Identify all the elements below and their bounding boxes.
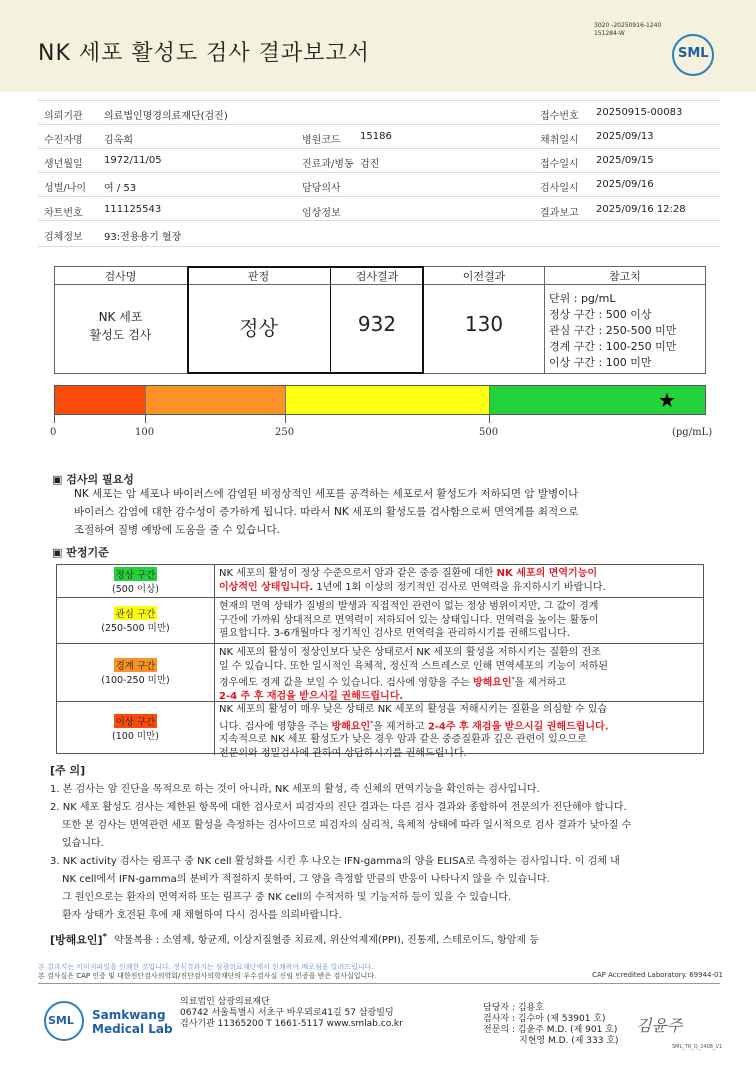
lab-info: 의료법인 삼광의료재단 06742 서울특별시 서초구 바우뫼로41길 57 삼광빌딩 검사기관 11365200 T 1661-5117 www.smlab.co.kr xyxy=(180,997,403,1029)
interference-factors: [방해요인]* 약물복용 : 소염제, 항균제, 이상지질혈증 치료제, 위산억제제(PPI), 진통제, 스테로이드, 항암제 등 xyxy=(50,931,539,947)
square-bullet-icon: ▣ xyxy=(52,546,63,559)
criteria-badge: 관심 구간 xyxy=(114,606,158,620)
test-name: NK 세포 활성도 검사 xyxy=(89,310,152,342)
criteria-badge: 이상 구간 xyxy=(114,714,158,728)
specimen: 93:전용용기 혈장 xyxy=(104,232,182,243)
criteria-row-abnormal: 이상 구간 (100 미만) NK 세포의 활성이 매우 낮은 상태로 NK 세포의 활성을 저해시키는 질환을 의심할 수 있습 니다. 검사에 영향을 주는 방해요인*을 제거하고 2-4주 후 재검을 받으시길 권해드립니다. 지속적으로 NK 세포 활성도가 낮은 경우 암과 같은 중증질환과 깊은 관련이 있으므로 전문의와 정밀검사에 관하여 상담하시기를 권해드립니다. xyxy=(57,701,703,755)
unit-label: (pg/mL) xyxy=(672,427,713,438)
cap-note: 본 검사실은 CAP 인증 및 대한진단검사의학회/진단검사의학재단의 우수검사실 신임 인증을 받은 검사실입니다. xyxy=(38,972,377,980)
report-date: 2025/09/16 12:28 xyxy=(596,204,686,215)
test-date: 2025/09/16 xyxy=(596,179,654,190)
receipt-date: 2025/09/15 xyxy=(596,155,654,166)
department: 검진 xyxy=(360,159,380,170)
signature: 김윤주 xyxy=(636,1016,683,1035)
scale-segment-attention-b xyxy=(405,386,489,414)
header-result: 검사결과 xyxy=(355,270,399,283)
criteria-range: (500 이상) xyxy=(112,584,159,595)
header-judgement: 판정 xyxy=(247,270,270,283)
section-title: 검사의 필요성 xyxy=(66,473,134,486)
judgement-value: 정상 xyxy=(239,316,278,340)
criteria-row-normal: 정상 구간 (500 이상) NK 세포의 활성이 정상 수준으로서 암과 같은 중증 질환에 대한 NK 세포의 면역기능이 이상적인 상태입니다. 1년에 1회 이상의 정기적인 검사로 면역력을 유지하시기 바랍니다. xyxy=(57,565,703,597)
criteria-range: (100 미만) xyxy=(112,731,159,742)
patient-name: 김옥희 xyxy=(104,135,133,146)
hospital-code: 15186 xyxy=(360,131,392,142)
criteria-range: (100-250 미만) xyxy=(101,675,170,686)
tick-label: 500 xyxy=(479,427,499,438)
sex-age: 여 / 53 xyxy=(104,183,137,194)
sml-logo-text: SML xyxy=(678,46,709,61)
tick-label: 100 xyxy=(135,427,155,438)
previous-value: 130 xyxy=(464,312,504,336)
birth-date: 1972/11/05 xyxy=(104,155,162,166)
scale-segment-critical xyxy=(55,386,145,414)
criteria-table xyxy=(56,564,704,759)
doc-code: 3020 -20250916-1240 151284-W xyxy=(594,22,662,37)
criteria-range: (250-500 미만) xyxy=(101,623,170,634)
header-reference: 참고치 xyxy=(609,270,641,283)
watermark-note: 본 결과지는 이미지파일을 인쇄한 것입니다. 정식결과지는 삼광의료재단에서 인쇄하여 배포됨을 알려드립니다. xyxy=(38,963,374,971)
criteria-row-attention: 관심 구간 (250-500 미만) 현재의 면역 상태가 질병의 발생과 직접적인 관련이 없는 정상 범위이지만, 그 값이 경계 구간에 가까워 상대적으로 면역력이 저하되어 있는 상태입니다. 면역력을 높이는 활동이 필요합니다. 3-6개월마다 정기적인 검사로 면역력을 관리하시기를 권해드립니다. xyxy=(57,597,703,643)
collect-date: 2025/09/13 xyxy=(596,131,654,142)
scale-segment-borderline xyxy=(145,386,285,414)
samkwang-logo-text: Samkwang Medical Lab xyxy=(92,1008,173,1036)
section-title: 판정기준 xyxy=(66,546,109,559)
staff-list: 담당자 : 김용호 검사자 : 김수아 (제 53901 호) 전문의 : 김윤주 M.D. (제 901 호) 지현영 M.D. (제 333 호) xyxy=(483,1003,619,1046)
criteria-row-borderline: 경계 구간 (100-250 미만) NK 세포의 활성이 정상인보다 낮은 상태로서 NK 세포의 활성을 저하시키는 질환의 전조 일 수 있습니다. 또한 일시적인 육체적, 정신적 스트레스로 인해 면역세포의 기능이 저하된 경우에도 경계 값을 보일 수 있습니다. 검사에 영향을 주는 방해요인*을 제거하고 2-4 주 후 재검을 받으시길 권해드립니다. xyxy=(57,643,703,701)
institution: 의료법인명경의료재단(검진) xyxy=(104,111,228,122)
square-bullet-icon: ▣ xyxy=(52,473,63,486)
reference-values: 단위 : pg/mL 정상 구간 : 500 이상 관심 구간 : 250-500 미만 경계 구간 : 100-250 미만 이상 구간 : 100 미만 xyxy=(549,292,677,369)
tick-label: 250 xyxy=(275,427,295,438)
report-header xyxy=(0,0,756,92)
notes-title: [주 의] xyxy=(50,764,86,777)
header-previous: 이전결과 xyxy=(462,270,506,283)
notes-list: 1. 본 검사는 암 진단을 목적으로 하는 것이 아니라, NK 세포의 활성, 즉 신체의 면역기능을 확인하는 검사입니다. 2. NK 세포 활성도 검사는 제한된 항목에 대한 검사로서 피검자의 진단 결과는 다른 검사 결과와 종합하여 전문의가 진단해야 합니다. 또한 본 검사는 면역관련 세포 활성을 측정하는 검사이므로 피검자의 심리적, 육체적 상태에 따라 일시적으로 검사 결과가 낮아질 수 있습니다. 3. NK activity 검사는 림프구 중 NK cell 활성화를 시킨 후 나오는 IFN-gamma의 양을 ELISA로 측정하는 검사입니다. 이 검체 내 NK cell에서 IFN-gamma의 분비가 적절하지 못하여, 그 양을 측정할 만큼의 반응이 나타나지 않을 수 있습니다. 그 원인으로는 환자의 면역저하 또는 림프구 중 NK cell의 수적저하 및 기능저하 등이 있을 수 있습니다. 환자 상태가 호전된 후에 재 채혈하여 다시 검사를 의뢰바랍니다. xyxy=(50,784,632,921)
report-title: NK 세포 활성도 검사 결과보고서 xyxy=(38,41,370,66)
necessity-text: NK 세포는 암 세포나 바이러스에 감염된 비정상적인 세포를 공격하는 세포로서 활성도가 저하되면 암 발병이나 바이러스 감염에 대한 감수성이 증가하게 됩니다. 따라서 NK 세포의 활성도를 검사함으로써 면역계를 최적으로 조절하여 질병 예방에 도움을 줄 수 있습니다. xyxy=(74,488,579,536)
tick-label: 0 xyxy=(50,427,57,438)
cap-accreditation: CAP Accredited Laboratory. 69944-01 xyxy=(592,971,723,979)
criteria-badge: 정상 구간 xyxy=(114,567,158,581)
star-icon: ★ xyxy=(658,388,676,412)
header-test-name: 검사명 xyxy=(104,270,137,283)
scale-segment-attention-a xyxy=(285,386,405,414)
form-code: SML_TR_Q_2408_V1 xyxy=(672,1044,723,1050)
receipt-no: 20250915-00083 xyxy=(596,107,683,118)
criteria-badge: 경계 구간 xyxy=(114,658,158,672)
chart-no: 111125543 xyxy=(104,204,162,215)
result-value: 932 xyxy=(357,312,397,336)
